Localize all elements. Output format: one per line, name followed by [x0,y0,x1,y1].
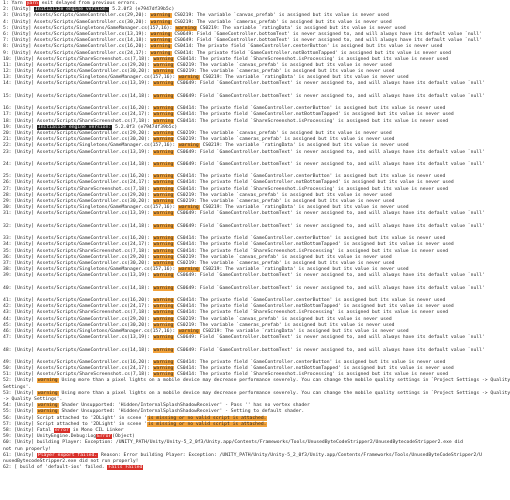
log-line-tag: warning [153,310,174,316]
log-line-message: CS0219: The variable `ratingData' is assigned but its value is never used [199,75,409,81]
log-line-prefix: 61: [Unity] [3,452,37,458]
log-line-prefix: 41: [Unity] Assets/Scripts/GameController.cs(16,20): [3,298,153,303]
log-line-prefix: 23: [Unity] Assets/Scripts/GameController.cs(13,19): [3,149,153,155]
log-line-prefix: 2: [Unity] [3,7,35,13]
log-line-prefix: Settings'. [3,384,32,390]
log-line-prefix: 14: [Unity] Assets/Scripts/GameController.cs(13,19): [3,81,153,87]
log-line-prefix: 29: [Unity] Assets/Scripts/GameController.cs(30,20): [3,199,153,204]
log-line-message: CS0414: The private field `GameController.notBottomTapped' is assigned but its value is never used [174,112,454,118]
log-line-prefix: 9: [Unity] Assets/Scripts/GameController.cs(24,17): [3,50,150,56]
log-line-message: CS0649: Field `GameController.bottomText' is never assigned to, and will always have its default value `null' [174,211,485,217]
log-line-prefix: 13: [Unity] Assets/Scripts/Singletons/GameManager.cs(157,16): [3,75,178,81]
log-line-prefix: 47: [Unity] Assets/Scripts/GameController.cs(13,19): [3,335,153,341]
log-line-message: CS0414: The private field `ShareScreenshot.isProcessing' is assigned but its value is never used [174,56,449,62]
log-line [3,273,485,279]
log-line-tag: Player export failed. [37,452,98,458]
log-line-prefix: 17: [Unity] Assets/Scripts/GameController.cs(24,17): [3,112,153,118]
log-line-prefix: 35: [Unity] Assets/Scripts/ShareScreenshot.cs(7,18): [3,248,153,254]
log-line-message: CS0414: The private field `GameController.centerButton' is assigned but its value is never used [174,106,446,112]
log-line-tag: warning [150,19,171,25]
log-line-prefix: 28: [Unity] Assets/Scripts/GameController.cs(29,20): [3,192,153,198]
log-line-prefix: 40: [Unity] Assets/Scripts/GameController.cs(14,18): [3,285,153,291]
log-line-tag: Fails Failed [108,465,143,471]
log-line [3,93,485,100]
log-line-prefix: 55: [Unity] [3,409,37,415]
log-line-prefix: 4: [Unity] Assets/Scripts/GameController.cs(30,20): [3,19,150,25]
log-line-tag: warning [178,143,199,149]
log-line-tag: warning [153,130,174,136]
log-line-tag: warning [150,38,171,44]
log-line-message: CS0649: Field `GameController.bottomText' is never assigned to, and will always have its default value `null' [171,38,482,44]
log-line-prefix: 19: [Unity] [3,124,37,130]
log-line-tag: yarn [26,1,38,6]
log-line-message: CS0414: The private field `ShareScreenshot.isProcessing' is assigned but its value is never used [174,248,449,254]
log-line-tag: warning [153,81,174,87]
log-line-prefix: 32: [Unity] Assets/Scripts/GameController.cs(14,18): [3,223,153,229]
log-line-prefix: 34: [Unity] Assets/Scripts/GameController.cs(24,17): [3,242,153,248]
log-line-tag: warning [153,192,174,198]
log-line-tag: warning [153,211,174,217]
log-line-prefix: 43: [Unity] Assets/Scripts/ShareScreenshot.cs(7,18): [3,310,153,316]
log-line-message: Using more than a pixel lights on a mobile device may decrease performance severely. You can change the mobile quality settings in `Project Settings -> Quality [58,390,510,396]
log-line-message: CS0219: The variable `cameras_prefab' is assigned but its value is never used [174,137,395,143]
log-line-message: CS0649: Field `GameController.bottomText' is never assigned to, and will always have its default value `null' [174,335,485,341]
log-line-prefix: 57: [Unity] Script attached to '2DLight' in scene ' [3,421,147,427]
log-line-message: CS0414: The private field `GameController.centerButton' is assigned but its value is never used [174,174,446,180]
log-line-message: CS0219: The variable `canvas_prefab' is assigned but its value is never used [174,130,392,136]
log-line-message: CS0414: The private field `GameController.notBottomTapped' is assigned but its value is never used [174,304,454,310]
log-line-message: CS0219: The variable `canvas_prefab' is assigned but its value is never used [174,254,392,260]
log-line [3,161,485,168]
log-line-tag: warning [153,347,174,353]
log-line-prefix: 44: [Unity] Assets/Scripts/GameController.cs(29,20): [3,316,153,322]
log-line-message: CS0414: The private field `ShareScreenshot.isProcessing' is assigned but its value is never used [174,310,449,316]
log-line [3,285,485,292]
log-line-tag: warning [153,186,174,192]
log-line-prefix: 7: [Unity] Assets/Scripts/GameController.cs(14,18): [3,38,150,44]
log-line-prefix: 36: [Unity] Assets/Scripts/GameController.cs(29,20): [3,254,153,260]
log-line-prefix: nusedBytecodeStripper2.exe did not run properly! [3,458,139,464]
log-line-tag: Initialize engine version: [37,124,112,130]
log-line [3,211,485,217]
log-line-message: CS0414: The private field `GameController.notBottomTapped' is assigned but its value is never used [174,242,454,248]
log-line-tag: warning [153,69,174,75]
log-line-prefix: 5: [Unity] Assets/Scripts/Singletons/GameManager.cs(157,16): [3,25,176,31]
log-line-message: CS0649: Field `GameController.bottomText' is never assigned to, and will always have its default value `null' [174,285,485,291]
log-line-message: in Mono CIL Linker [69,427,124,433]
log-line [3,390,510,397]
log-line-prefix: 51: [Unity] Assets/Scripts/ShareScreenshot.cs(7,18): [3,372,153,378]
log-line-message: CS0414: The private field `GameController.notBottomTapped' is assigned but its value is never used [174,180,454,186]
log-line-message: exit delayed from previous errors. [38,1,138,6]
log-line-message: CS0649: Field `GameController.bottomText' is never assigned to, and will always have its default value `null' [174,81,485,87]
log-line-message: CS0219: The variable `canvas_prefab' is assigned but its value is never used [171,13,389,19]
log-line-message: 5.2.0f3 (e7947df39b5c) [112,124,178,130]
log-line-prefix: 20: [Unity] Assets/Scripts/GameController.cs(29,20): [3,130,153,136]
log-line [3,118,449,125]
log-line-prefix: 49: [Unity] Assets/Scripts/GameController.cs(16,20): [3,359,153,365]
log-line-tag: warning [153,174,174,180]
log-line-prefix: -> Quality Settings'. [3,397,63,402]
log-line-prefix: 1: Yarn [3,1,26,6]
log-line-message: Shader Unsupported: 'Hidden/InternalSplashShadowReceiver' - Setting to default shader. [58,409,305,415]
log-line-message: CS0219: The variable `ratingData' is assigned but its value is never used [199,143,409,149]
log-line-message: CS0219: The variable `ratingData' is assigned but its value is never used [199,205,409,211]
log-line-tag: warning [178,75,199,81]
log-line-prefix: 37: [Unity] Assets/Scripts/GameController.cs(30,20): [3,260,153,266]
log-line-tag: warning [153,322,174,328]
log-line-tag: warning [178,267,199,273]
log-line-prefix: 48: [Unity] Assets/Scripts/GameController.cs(14,18): [3,347,153,353]
log-line-tag: warning [153,180,174,186]
log-line-message: (Object) [112,434,135,440]
log-line-message: CS0414: The private field `GameController.notBottomTapped' is assigned but its value is never used [171,50,451,56]
log-line-prefix: 27: [Unity] Assets/Scripts/ShareScreenshot.cs(7,18): [3,186,153,192]
log-line-tag: warning [153,106,174,112]
log-line-tag: warning [153,298,174,303]
log-line-tag: warning [37,378,58,384]
log-line-message: CS0219: The variable `cameras_prefab' is assigned but its value is never used [174,260,395,266]
log-line-message: CS0219: The variable `canvas_prefab' is assigned but its value is never used [174,192,392,198]
log-line [3,465,436,471]
log-line-tag: warning [153,248,174,254]
log-line-tag: warning [37,390,58,396]
log-line-tag: is missing or no valid script is attached. [147,415,267,421]
log-line-message: CS0219: The variable `canvas_prefab' is assigned but its value is never used [174,62,392,68]
log-line-message: Using more than a pixel lights on a mobile device may decrease performance severely. You can change the mobile quality settings in `Project Settings -> Quality [58,378,510,384]
log-line-tag: warning [150,44,171,50]
log-line-tag: warning [153,112,174,118]
log-line [3,347,485,354]
log-line-prefix: 39: [Unity] Assets/Scripts/GameController.cs(13,19): [3,273,153,279]
log-line [3,378,510,384]
log-line-tag: Error [97,434,112,440]
log-line-prefix: 25: [Unity] Assets/Scripts/GameController.cs(16,20): [3,174,153,180]
log-line-tag: warning [153,316,174,322]
log-line-prefix: 22: [Unity] Assets/Scripts/Singletons/GameManager.cs(157,16): [3,143,178,149]
log-line-prefix: 60: [Unity] building Player: Exception: /UNITY_PATH/Unity/Unity-5_2_0f3/Unity.app/Contents/Frameworks/Tools/UnusedByteCodeStripper2/UnusedBytecodeStripper2.exe did [3,440,464,446]
log-line-prefix: 53: [Unity] [3,390,37,396]
log-line-prefix: 31: [Unity] Assets/Scripts/GameController.cs(13,19): [3,211,153,217]
log-line-prefix: 3: [Unity] Assets/Scripts/GameController.cs(29,20): [3,13,150,19]
log-line-tag: Initialize engine version: [35,7,109,13]
log-line-tag: warning [37,409,58,415]
log-line-tag: warning [178,205,199,211]
log-line-tag: warning [153,62,174,68]
log-line-prefix: 46: [Unity] Assets/Scripts/Singletons/GameManager.cs(157,16): [3,328,178,334]
log-line-prefix: 30: [Unity] Assets/Scripts/Singletons/GameManager.cs(157,16): [3,205,178,211]
log-line-tag: warning [150,31,171,37]
log-line-message: CS0414: The private field `ShareScreenshot.isProcessing' is assigned but its value is never used [174,372,449,378]
log-line-tag: warning [153,149,174,155]
log-line-message: CS0414: The private field `GameController.notBottomTapped' is assigned but its value is never used [174,366,454,372]
log-line-prefix: 18: [Unity] Assets/Scripts/ShareScreenshot.cs(7,18): [3,118,153,124]
log-line-tag: warning [153,56,174,62]
log-line-tag: warning [37,403,58,409]
log-line-message: CS0219: The variable `ratingData' is assigned but its value is never used [196,25,406,31]
log-line-prefix: 12: [Unity] Assets/Scripts/GameController.cs(30,20): [3,69,153,75]
log-line-message: CS0649: Field `GameController.bottomText' is never assigned to, and will always have its default value `null' [174,149,485,155]
log-line-prefix: 16: [Unity] Assets/Scripts/GameController.cs(16,20): [3,106,153,112]
log-line-message: Shader Unsupported: 'Hidden/InternalSplashShadowReceiver' - Pass '' has no vertex shader [58,403,310,409]
log-line-tag: warning [153,199,174,204]
log-line-message: CS0414: The private field `GameController.centerButton' is assigned but its value is never used [174,298,446,303]
log-line-prefix: 6: [Unity] Assets/Scripts/GameController.cs(13,19): [3,31,150,37]
log-line-prefix: 59: [Unity] UnityEngine.Debug:Log [3,434,97,440]
log-line-message: CS0649: Field `GameController.bottomText' is never assigned to, and will always have its default value `null' [174,161,485,167]
log-line-tag: error [54,427,69,433]
log-line-tag: warning [150,13,171,19]
log-line-prefix: 52: [Unity] [3,378,37,384]
log-line-prefix: 10: [Unity] Assets/Scripts/ShareScreenshot.cs(7,18): [3,56,153,62]
log-line-message: CS0219: The variable `cameras_prefab' is assigned but its value is never used [174,199,395,204]
log-line-message: CS0219: The variable `cameras_prefab' is assigned but its value is never used [174,322,395,328]
log-line-message: CS0219: The variable `ratingData' is assigned but its value is never used [199,267,409,273]
log-line-message: CS0219: The variable `cameras_prefab' is assigned but its value is never used [171,19,392,25]
log-line-prefix: 42: [Unity] Assets/Scripts/GameController.cs(24,17): [3,304,153,310]
log-line-prefix: 24: [Unity] Assets/Scripts/GameController.cs(14,18): [3,161,153,167]
log-line-message: CS0219: The variable `canvas_prefab' is assigned but its value is never used [174,316,392,322]
log-line-prefix: 33: [Unity] Assets/Scripts/GameController.cs(16,20): [3,236,153,242]
log-line-tag: warning [153,285,174,291]
log-line-tag: warning [150,50,171,56]
log-line-message: CS0649: Field `GameController.bottomText' is never assigned to, and will always have its default value `null' [174,223,485,229]
log-line-tag: warning [153,304,174,310]
log-line-prefix: not run properly! [3,446,51,452]
log-line-prefix: 21: [Unity] Assets/Scripts/GameController.cs(30,20): [3,137,153,143]
log-line-tag: warning [153,161,174,167]
log-line-prefix: 45: [Unity] Assets/Scripts/GameController.cs(30,20): [3,322,153,328]
log-line-tag: warning [153,236,174,242]
log-line-prefix: 11: [Unity] Assets/Scripts/GameController.cs(29,20): [3,62,153,68]
log-line-message: CS0649: Field `GameController.bottomText' is never assigned to, and will always have its default value `null' [174,347,485,353]
log-line-tag: warning [153,93,174,99]
log-line-tag: warning [153,223,174,229]
log-line [3,81,485,87]
log-line-message: CS0414: The private field `ShareScreenshot.isProcessing' is assigned but its value is never used [174,186,449,192]
log-line-tag: warning [153,118,174,124]
log-line-prefix: 62: [ build of 'default-ios' failed. [3,465,108,471]
log-line [3,440,464,446]
log-line-prefix: 8: [Unity] Assets/Scripts/GameController.cs(16,20): [3,44,150,50]
log-line-tag: warning [153,254,174,260]
log-line-tag: warning [153,273,174,279]
log-line-tag: warning [153,366,174,372]
log-line-prefix: 26: [Unity] Assets/Scripts/GameController.cs(24,17): [3,180,153,186]
log-line-prefix: 58: [Unity] Fatal [3,427,54,433]
log-line-tag: warning [153,260,174,266]
log-line-message: CS0649: Field `GameController.bottomText' is never assigned to, and will always have its default value `null' [174,93,485,99]
log-line-tag: warning [153,359,174,365]
log-line-message: CS0219: The variable `cameras_prefab' is assigned but its value is never used [174,69,395,75]
log-line-tag: warning [153,372,174,378]
log-line-tag: warning [153,242,174,248]
log-line-tag: warning [176,25,196,31]
log-line-prefix: 38: [Unity] Assets/Scripts/Singletons/GameManager.cs(157,16): [3,267,178,273]
log-line [3,223,485,230]
log-line-message: CS0649: Field `GameController.bottomText' is never assigned to, and will always have its default value `null' [171,31,482,37]
log-line-message: CS0649: Field `GameController.bottomText' is never assigned to, and will always have its default value `null' [174,273,485,279]
log-line-prefix: 50: [Unity] Assets/Scripts/GameController.cs(24,17): [3,366,153,372]
log-line-prefix: 56: [Unity] Script attached to '2DLight' in scene ' [3,415,147,421]
log-line-tag: warning [178,328,199,334]
log-line-prefix: 54: [Unity] [3,403,37,409]
log-line-message: CS0414: The private field `GameController.centerButton' is assigned but its value is never used [174,236,446,242]
log-line-message: CS0414: The private field `GameController.centerButton' is assigned but its value is never used [171,44,443,50]
log-line-prefix: 15: [Unity] Assets/Scripts/GameController.cs(14,18): [3,93,153,99]
log-line-message: 5.2.0f3 (e7947df39b5c) [109,7,175,13]
log-line-tag: warning [153,335,174,341]
log-line-message: CS0414: The private field `GameController.centerButton' is assigned but its value is never used [174,359,446,365]
log-line-tag: is missing or no valid script is attached. [147,421,267,427]
log-line [3,335,485,341]
log-line-tag: warning [153,137,174,143]
log-line-message: Reason: Error building Player: Exception: /UNITY_PATH/Unity/Unity-5_2_0f3/Unity.app/Contents/Frameworks/Tools/UnusedByteCodeStripper2/U [98,452,482,458]
log-line [3,149,485,156]
log-line-message: CS0414: The private field `ShareScreenshot.isProcessing' is assigned but its value is never used [174,118,449,124]
log-line-message: CS0219: The variable `ratingData' is assigned but its value is never used [199,328,409,334]
